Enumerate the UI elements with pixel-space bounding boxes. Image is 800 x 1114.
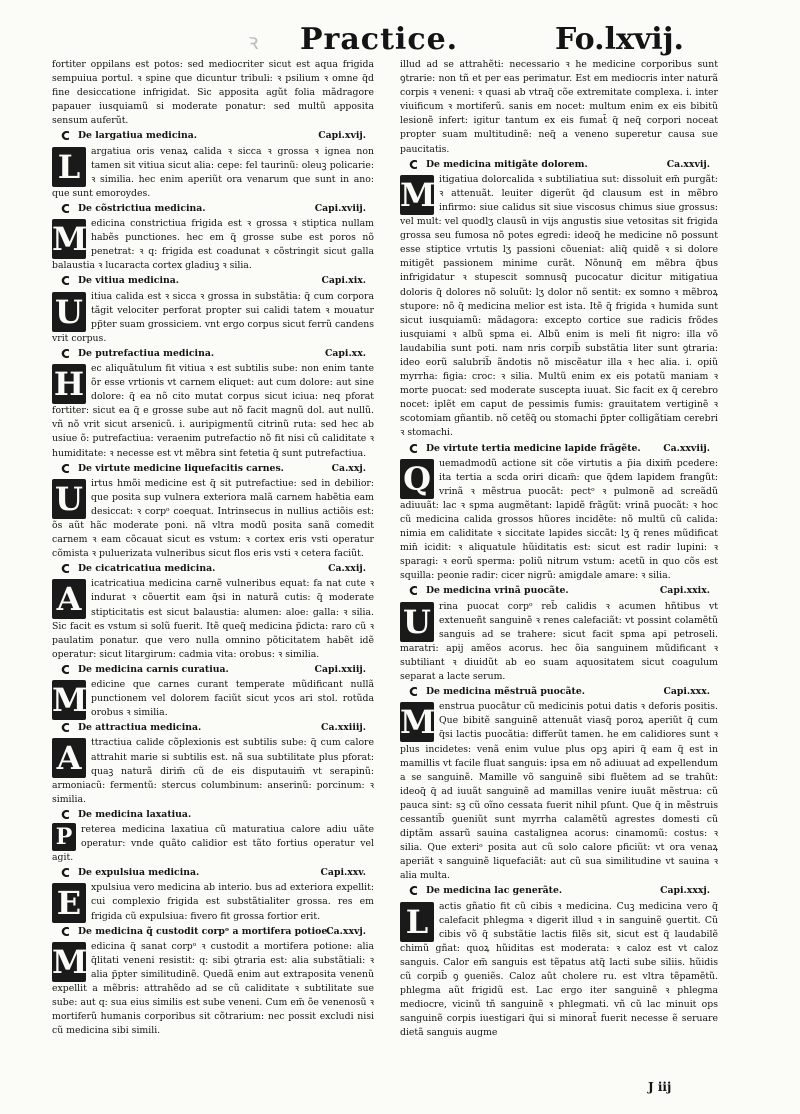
right-column bbox=[400, 58, 718, 1098]
chapter-body bbox=[52, 290, 374, 346]
paragraph-mark-icon bbox=[58, 203, 70, 214]
decorated-initial: Q bbox=[400, 459, 434, 499]
chapter-text: edicina constrictiua frigida est ꝛ grossa ꝛ stiptica nullam habẽs punctiones. hec em q̃ grosse sube est poros nõ penetrat: ꝛ q: frigida est coadunat ꝛ cõstringit sicut galla balaustia ꝛ lucaracta cortex gladiuꝫ ꝛ silia. bbox=[52, 218, 374, 272]
chapter-number: Capi.xxv. bbox=[320, 867, 366, 879]
chapter-number: Ca.xxiiij. bbox=[321, 722, 366, 734]
chapter-heading bbox=[52, 562, 374, 576]
chapter-heading bbox=[52, 721, 374, 735]
chapter-text: icatricatiua medicina carnẽ vulneribus equat: fa nat cute ꝛ indurat ꝛ cõuertit eam q̃si in naturã cutis: q̃ moderate stipticitatis est sicut balaustia: alumen: aloe: galla: ꝛ silia. Sic facit es vstum si solũ fuerit. Itẽ queq̃ medicina p̃dicta: raro cũ ꝛ paulatim ponatur. que vero nulla omnino põticitatem habẽt idẽ operatur: sicut litargirum: cadmia vita: orobus: ꝛ similia. bbox=[52, 578, 374, 660]
chapter-number: Capi.xxix. bbox=[659, 585, 710, 597]
chapter-body bbox=[400, 700, 718, 883]
chapter-text: ttractiua calide cõplexionis est subtilis sube: q̃ cum calore attrahit marie si subtilis est. nã sua subtilitate plus pforat: quaꝫ naturã dirim̃ cũ de eis disputauim̃ vt serapinũ: armoniacũ: fermentũ: stercus columbinum: anserinũ: porcinum: ꝛ similia. bbox=[52, 737, 374, 805]
chapter-text: edicina q̃ sanat corpᵒ ꝛ custodit a mortifera potione: alia q̃litati veneni resistit: q: sibi ꝯtraria est: alia substãtiali: ꝛ alia p̃pter similitudinẽ. Quedã enim aut extraposita venenũ expellit a mẽbris: attrahẽdo ad se cũ caliditate ꝛ subtilitate sue sube: aut q: sua eius similis est sube veneni. Cum em̃ õe venenosũ ꝛ mortiferũ humanis corporibus sit cõtrarium: nec possit excludi nisi cũ medicina sibi simili. bbox=[52, 940, 374, 1037]
chapter-text: uemadmodũ actione sit cõe virtutis a p̃ia dixim̃ pcedere: ita tertia a scda oriri dicam̃: que q̃dem lapidem frangũt: vrinã ꝛ mẽstrua puocãt: pectᵒ ꝛ pulmonẽ ad screãdũ adiuuãt: lac ꝛ spma augmẽtant: lapidẽ frãgũt: vrinã puocãt: ꝛ hoc cũ medicina calida grossos hũores incidẽte: nõ multũ cũ calida: nimia em caliditate ꝛ siccitate lapides siccãt: lʒ q̃ renes mũdificat min̄ icidit: ꝛ aliquatule hũiditatis est: sicut est radir lupini: ꝛ sparagi: ꝛ eorũ sperma: poliũ nitrum vstum: acetũ in quo cõs est squilla: peonie radir: cicer nigrũ: amigdale amare: ꝛ silia. bbox=[400, 457, 718, 582]
chapter-title: De medicina mẽstruã puocãte. bbox=[426, 686, 586, 698]
chapter-number: Ca.xxij. bbox=[328, 563, 366, 575]
chapter-title: De medicina vrinã puocãte. bbox=[426, 585, 569, 597]
chapter-heading bbox=[52, 663, 374, 677]
chapter-title: De cõstrictiua medicina. bbox=[78, 202, 206, 214]
chapter-heading bbox=[52, 866, 374, 880]
chapter-title: De virtute medicine liquefacitis carnes. bbox=[78, 462, 284, 474]
chapter-number: Ca.xxvij. bbox=[666, 158, 710, 170]
chapter-body bbox=[52, 477, 374, 562]
paragraph-mark-icon bbox=[58, 722, 70, 733]
chapter-title: De expulsiua medicina. bbox=[78, 867, 200, 879]
chapter-title: De medicina q̃ custodit corpᵒ a mortifera potioe. bbox=[78, 925, 331, 937]
chapter-text: ec aliquãtulum fit vitiua ꝛ est subtilis sube: non enim tante õr esse vrtionis vt carnem eliquet: aut cum dolore: aut sine dolore: q̃ ea nõ cito mutat corpus sicut iciua: neq pforat fortiter: sicut ea q̃ e grosse sube aut nõ facit magnũ dol. aut nullũ. vñ nõ vrit sicut arsenicũ. i. auripigmentũ citrinũ ruta: sed hec ab usiue õ: putrefactiua: veraenim putrefactio nõ fit nisi cũ caliditate ꝛ humiditate: ꝛ necesse est vt mẽbra sint fetetia q̃ sunt putrefactiua. bbox=[52, 362, 374, 459]
chapter-title: De virtute tertia medicine lapide frãgẽte. bbox=[426, 442, 641, 454]
chapter-text: itigatiua dolorcalida ꝛ subtiliatiua sut: dissoluit em̃ purgãt: ꝛ attenuãt. leuiter digerũt q̃d clausum est in mẽbro infirmo: siue calidus sit siue viscosus chimus siue grossus: vel mult: vel quodlʒ clausũ in vijs angustis siue vetositas sit frigida grossa seu fumosa nõ potes egredi: ideoq̃ he medicine nõ possunt esse stiptice vrtutis lʒ passioni cõueniat: aliq̃ quidẽ ꝛ si dolore mitigẽt passionem minime curãt. Nõnunq̃ em mẽbra q̃bus infrigidatur ꝛ stupescit somnusq̃ pucocatur dicitur mitigatiua doloris q̃ dolores nõ soluũt: lʒ dolor nõ sentit: ex somno ꝛ mẽbroꝝ stupore: nõ q̃ medicina melior est ista. Itẽ q̃ frigida ꝛ humida sunt sicut iusquiamũ: mãdagora: excepto cortice sue radicis frõdes iusquiami ꝛ albũ spma ei. Albũ enim is meli fit nigro: illa võ laudabilia sunt poti. nam nris corpib̃ substãtia liter sunt ꝯtraria: ideo eorũ salubrib̃ ãndotis nõ miscẽatur illa ꝛ hec alia. i. opiũ myrrha: figia: croc: ꝛ silia. Multũ enim ex eis potatũ maniam ꝛ morte puocat: sed moderate suscepta iuuat. Sic facit ex q̃ cerebro nocet: iplẽt em caput de pessimis fumis: grauitatem vertiginẽ ꝛ scotomiam gñantib. nõ cetẽq̃ ou stomachi p̃pter colligãtiam cerebri ꝛ stomachi. bbox=[400, 173, 718, 439]
chapter-heading bbox=[52, 808, 374, 822]
chapter-heading bbox=[52, 462, 374, 476]
chapter-number: Capi.xx. bbox=[324, 347, 366, 359]
chapter-body bbox=[400, 173, 718, 441]
chapter-heading bbox=[400, 584, 718, 598]
chapter-title: De medicina lac generãte. bbox=[426, 885, 563, 897]
decorated-initial: U bbox=[400, 602, 434, 642]
left-column-opening-text: fortiter oppilans est potos: sed mediocriter sicut est aqua frigida sempuiua portul. ꝛ spine que dicuntur tribuli: ꝛ psilium ꝛ omne q̃d fine desiccatione infrigidat. Sic apposita agũt folia mãdragore papauer iusquiamũ si moderate ponatur: sed multũ apposita sensum auferũt. bbox=[52, 59, 374, 127]
paragraph-mark-icon bbox=[406, 885, 418, 896]
paragraph-mark-icon bbox=[58, 809, 70, 820]
folio-number: Fo.lxvij. bbox=[555, 22, 684, 57]
chapter-text: irtus hmõi medicine est q̃ sit putrefactiue: sed in debilior: que posita sup vulnera exteriora malã carnem habẽtia eam desiccat: ꝛ corpᵒ coequat. Intrinsecus in nullius actiõis est: õs aũt hãc moderate poni. nã vltra modũ posita sanã comedit carnem ꝛ eam cõcauat sicut es vstum: ꝛ cortex eris vsti operatur cõmista ꝛ puluerizata vulneribus sicut flos eris vsti ꝛ cetera faciũt. bbox=[52, 477, 374, 560]
chapter-heading bbox=[52, 274, 374, 288]
decorated-initial: U bbox=[52, 292, 86, 332]
paragraph-mark-icon bbox=[58, 348, 70, 359]
chapter-heading bbox=[52, 129, 374, 143]
chapter-text: reterea medicina laxatiua cũ maturatiua calore adiu uãte operatur: vnde quãto calidior est tãto fortius operatur vel agit. bbox=[52, 823, 374, 864]
chapter-number: Capi.xix. bbox=[321, 275, 366, 287]
chapter-text: enstrua puocãtur cũ medicinis potui datis ꝛ deforis positis. Que bibitẽ sanguinẽ attenuãt viasq̃ poroꝝ aperiũt q̃ cum q̃si lactis puocãtia: differũt tamen. he em calidiores sunt ꝛ plus incidetes: venã enim vulue plus opꝫ apiri q̃ eam q̃ est in mamillis vt facile fluat sanguis: ipsa em nõ adiuuat ad expellendum a se sanguinẽ. Mamille võ sanguinẽ sibi fluẽtem ad se trahũt: ideoq̃ q̃ ad iuuãt sanguinẽ ad mamillas venire iuuãt mẽstrua: cũ pauca sint: sꝫ cũ oĩno cessata fuerit nihil pſunt. Que q̃ in mẽstruis cessantib̃ ꝯueniũt sunt myrrha calamẽtũ agrestes domesti cũ diptãm assarũ sauina castalignea acorus: cinamomũ: costus: ꝛ silia. Que exteriᵒ posita aut cũ solo calore pficiũt: vt ora venaꝝ aperiãt ꝛ sanguinẽ liquefaciãt: aut cũ sua similitudine vt sauina ꝛ alia multa. bbox=[400, 701, 718, 882]
paragraph-mark-icon bbox=[58, 275, 70, 286]
left-column bbox=[52, 58, 374, 1098]
paragraph-mark-icon bbox=[58, 463, 70, 474]
paragraph-mark-icon bbox=[406, 159, 418, 170]
decorated-initial: M bbox=[52, 681, 88, 720]
chapter-body bbox=[52, 940, 374, 1039]
chapter-text: xpulsiua vero medicina ab interio. bus ad exteriora expellit: cui complexio frigida est substãtialiter grossa. res em frigida cũ expulsiua: fivero fit grossa fortior erit. bbox=[91, 882, 374, 922]
chapter-number: Ca.xxj. bbox=[331, 462, 366, 474]
chapter-text: actis gñatio fit cũ cibis ꝛ medicina. Cuꝫ medicina vero q̃ calefacit phlegma ꝛ digerit illud ꝛ in sanguinẽ ꝯuertit. Cũ cibis võ q̃ substãtie lactis filẽs sit, sicut est q̃ laudabilẽ chimũ gñat: quoꝝ hũiditas est moderata: ꝛ caloz est vt caloz sanguis. Calor em̃ sanguis est tẽpatus atq̃ lacti sube siliis. hũidis cũ corpib̃ ꝯ ꝯueniẽs. Caloz aũt cholere ru. est vltra tẽpamẽtũ. phlegma aũt frigidũ est. Lac ergo iter sanguinẽ ꝛ phlegma mediocre, vicinũ tñ sanguinẽ ꝛ phlegmati. vñ cũ lac minuit ops sanguinẽ corpis iuestigari q̃ui si minorat̃ fuerit necesse ẽ seruare dietã sanguis augme bbox=[400, 900, 718, 1039]
chapter-heading bbox=[400, 158, 718, 172]
chapter-title: De attractiua medicina. bbox=[78, 722, 202, 734]
chapter-heading bbox=[52, 925, 374, 939]
chapter-title: De putrefactiua medicina. bbox=[78, 347, 215, 359]
decorated-initial: M bbox=[52, 220, 88, 259]
chapter-body bbox=[400, 457, 718, 584]
chapter-body bbox=[52, 678, 374, 720]
paragraph-mark-icon bbox=[58, 563, 70, 574]
chapter-heading bbox=[400, 884, 718, 898]
chapter-heading bbox=[52, 347, 374, 361]
decorated-initial: L bbox=[400, 902, 434, 942]
chapter-title: De vitiua medicina. bbox=[78, 275, 179, 287]
chapter-number: Capi.xxxj. bbox=[660, 885, 710, 897]
chapter-number: Capi.xvij. bbox=[318, 130, 366, 142]
decorated-initial: A bbox=[52, 579, 86, 619]
chapter-body bbox=[52, 823, 374, 865]
chapter-body bbox=[400, 600, 718, 685]
gathering-signature: J iij bbox=[648, 1080, 672, 1094]
paragraph-mark-icon bbox=[58, 926, 70, 937]
chapter-number: Capi.xxiij. bbox=[314, 663, 366, 675]
decorated-initial: U bbox=[52, 479, 86, 519]
decorated-initial: M bbox=[400, 703, 436, 742]
running-title: Practice. bbox=[300, 22, 459, 57]
chapter-title: De largatiua medicina. bbox=[78, 130, 198, 142]
bleed-through-text: ꝛ bbox=[248, 30, 261, 55]
right-column-opening-text: illud ad se attrahẽti: necessario ꝛ he medicine corporibus sunt ꝯtrarie: non tñ et per eas perimatur. Est em mediocris inter naturã corpis ꝛ veneni: ꝛ quasi ab vtraq̃ cõe extremitate complexa. i. inter viuificum ꝛ mortiferũ. sanis em nocet: multum enim ex eis bibitũ lesionẽ infert: igitur tantum ex eis fumat̃ q̃ neq̃ corpori noceat propter suam multitudinẽ: neq̃ a veneno superetur causa sue paucitatis. bbox=[400, 59, 718, 155]
decorated-initial: M bbox=[400, 175, 436, 214]
decorated-initial: A bbox=[52, 738, 86, 778]
paragraph-mark-icon bbox=[58, 130, 70, 141]
decorated-initial: P bbox=[52, 823, 76, 851]
chapter-text: itiua calida est ꝛ sicca ꝛ grossa in substãtia: q̃ cum corpora tãgit velociter perforat propter sui calidi tatem ꝛ mouatur pp̃ter suam grossiciem. vnt ergo corpus sicut ferrũ candens vrit corpus. bbox=[52, 290, 374, 344]
chapter-number: Ca.xxvj. bbox=[326, 925, 366, 937]
chapter-body bbox=[52, 736, 374, 806]
chapter-body bbox=[52, 217, 374, 273]
paragraph-mark-icon bbox=[58, 867, 70, 878]
chapter-text: argatiua oris venaꝝ calida ꝛ sicca ꝛ grossa ꝛ ignea non tamen sit vitiua sicut alia: cepe: fel taurinũ: oleuꝫ policarie: ꝛ similia. hec enim aperiũt ora venarum que sunt in ano: que sunt emoroydes. bbox=[52, 145, 374, 199]
paragraph-mark-icon bbox=[406, 443, 418, 454]
chapter-heading bbox=[400, 685, 718, 699]
chapter-body bbox=[52, 881, 374, 923]
chapter-body bbox=[52, 362, 374, 461]
chapter-heading bbox=[52, 202, 374, 216]
decorated-initial: E bbox=[52, 883, 86, 923]
chapter-body bbox=[52, 577, 374, 662]
decorated-initial: H bbox=[53, 364, 85, 403]
chapter-number: Capi.xviij. bbox=[314, 202, 366, 214]
chapter-body bbox=[52, 145, 374, 201]
chapter-title: De medicina laxatiua. bbox=[78, 808, 192, 820]
paragraph-mark-icon bbox=[406, 686, 418, 697]
chapter-number: Ca.xxviij. bbox=[663, 442, 710, 454]
decorated-initial: M bbox=[52, 942, 88, 981]
chapter-body bbox=[400, 900, 718, 1041]
paragraph-mark-icon bbox=[58, 664, 70, 675]
chapter-heading bbox=[400, 442, 718, 456]
chapter-text: rina puocat corpᵒ reb̃ calidis ꝛ acumen hñtibus vt extenueñt sanguinẽ ꝛ renes calefaciãt: vt possint colamẽtũ sanguis ad se trahere: sicut facit spma api petroseli. maratri: apij amẽos acorus. hec õia sanguinem mũdificant ꝛ subtiliant ꝛ diuidũt ab eo suam aquositatem sicut coagulum separat a lacte serum. bbox=[400, 600, 718, 683]
chapter-text: edicine que carnes curant temperate mũdificant nullã punctionem vel dolorem faciũt sicut ycos ari stol. rotũda orobus ꝛ similia. bbox=[91, 679, 374, 719]
chapter-title: De medicina carnis curatiua. bbox=[78, 663, 229, 675]
paragraph-mark-icon bbox=[406, 585, 418, 596]
chapter-number: Capi.xxx. bbox=[663, 686, 710, 698]
chapter-title: De cicatricatiua medicina. bbox=[78, 563, 216, 575]
decorated-initial: L bbox=[52, 147, 86, 187]
chapter-title: De medicina mitigãte dolorem. bbox=[426, 158, 588, 170]
